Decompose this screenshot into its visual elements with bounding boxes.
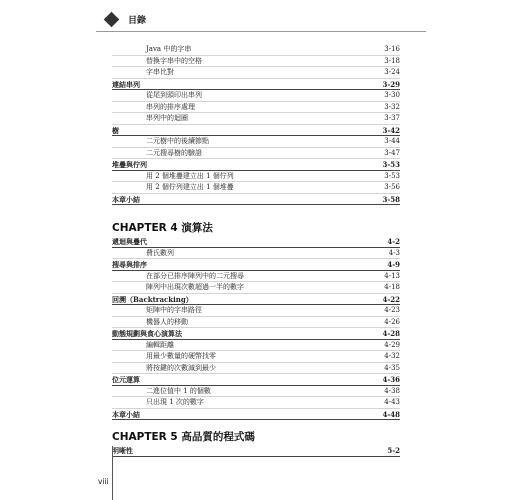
toc-entry <box>112 363 400 375</box>
toc-entry-label: 字串比對 <box>146 68 174 76</box>
toc-entry-label: 只出現 1 次的數字 <box>146 398 204 406</box>
toc-section-chapter3 <box>112 44 400 205</box>
toc-entry <box>112 374 400 386</box>
toc-entry <box>112 79 400 91</box>
toc-entry <box>112 90 400 102</box>
toc-entry-page: 4-13 <box>384 271 400 280</box>
toc-entry <box>112 148 400 160</box>
toc-entry-page: 3-37 <box>384 114 400 122</box>
toc-entry <box>112 386 400 398</box>
toc-entry-page: 4-36 <box>382 375 400 384</box>
toc-entry-page: 4-18 <box>384 283 400 291</box>
toc-entry-page: 3-42 <box>382 125 400 135</box>
toc-entry-page: 3-18 <box>384 56 400 65</box>
toc-section-chapter4 <box>112 236 400 420</box>
toc-section-chapter5 <box>112 445 400 457</box>
toc-entry-page: 3-32 <box>384 102 400 111</box>
toc-entry-label: 本章小結 <box>112 194 140 204</box>
toc-entry-label: 替換字串中的空格 <box>146 56 202 65</box>
toc-entry <box>112 445 400 457</box>
toc-entry-label: 機器人的移動 <box>146 317 188 326</box>
toc-entry-page: 4-26 <box>384 317 400 326</box>
toc-entry <box>112 113 400 125</box>
toc-entry-label: 二進位值中 1 的個數 <box>146 386 211 395</box>
toc-entry <box>112 397 400 409</box>
toc-entry-page: 3-47 <box>384 148 400 157</box>
toc-entry <box>112 194 400 206</box>
toc-entry-page: 3-53 <box>382 160 400 169</box>
header-title: 目錄 <box>128 16 147 26</box>
toc-entry-page: 4-28 <box>382 329 400 338</box>
toc-entry-label: 串列中的迴圈 <box>146 114 188 122</box>
toc-entry <box>112 125 400 137</box>
toc-entry-page: 4-23 <box>384 306 400 314</box>
toc-entry-label: 編輯距離 <box>146 340 174 349</box>
toc-entry-label: 將按鍵的次數減到最少 <box>146 363 216 372</box>
toc-entry-page: 3-16 <box>384 45 400 53</box>
toc-entry-label: 用 2 個堆疊建立出 1 個佇列 <box>146 171 234 180</box>
toc-entry-label: 明晰性 <box>112 446 133 455</box>
toc-entry-label: 堆疊與佇列 <box>112 160 147 169</box>
toc-entry-page: 4-32 <box>384 352 400 360</box>
toc-entry <box>112 305 400 317</box>
toc-entry <box>112 236 400 248</box>
toc-entry <box>112 67 400 79</box>
toc-entry-label: 串列的排序處理 <box>146 102 195 111</box>
toc-entry-page: 4-38 <box>384 386 400 395</box>
toc-entry-page: 3-30 <box>384 91 400 99</box>
toc-entry <box>112 136 400 148</box>
page-number: viii <box>98 477 109 486</box>
diamond-icon <box>104 12 120 28</box>
toc-entry-label: 矩陣中的字串路徑 <box>146 306 202 314</box>
toc-entry <box>112 351 400 363</box>
toc-entry <box>112 340 400 352</box>
toc-entry-page: 4-22 <box>382 294 400 304</box>
toc-entry <box>112 328 400 340</box>
toc-entry <box>112 44 400 56</box>
toc-entry-label: 連結串列 <box>112 79 140 89</box>
toc-entry <box>112 56 400 68</box>
toc-entry <box>112 182 400 194</box>
toc-entry <box>112 409 400 421</box>
footer-rule <box>112 446 113 500</box>
toc-entry-label: 用最少數量的硬幣找零 <box>146 352 216 360</box>
toc-entry-page: 4-35 <box>384 363 400 372</box>
toc-entry-page: 3-58 <box>382 194 400 204</box>
toc-entry-label: 用 2 個佇列建立出 1 個堆疊 <box>146 183 234 191</box>
toc-entry-page: 3-24 <box>384 68 400 76</box>
toc-entry <box>112 259 400 271</box>
toc-entry <box>112 271 400 283</box>
toc-entry-label: 二元樹中的後續節點 <box>146 137 209 145</box>
toc-entry-label: 本章小結 <box>112 409 140 419</box>
chapter-4-heading: CHAPTER 4 演算法 <box>112 222 213 234</box>
toc-entry-label: 樹 <box>112 125 119 135</box>
toc-entry-page: 3-44 <box>384 137 400 145</box>
toc-entry <box>112 317 400 329</box>
page-header <box>96 10 426 32</box>
toc-entry <box>112 282 400 294</box>
toc-entry-page: 3-53 <box>384 171 400 180</box>
toc-entry-page: 5-2 <box>387 446 400 455</box>
toc-entry-label: 動態規劃與貪心演算法 <box>112 329 182 338</box>
toc-entry-page: 3-56 <box>384 183 400 191</box>
toc-entry-label: 費氏數列 <box>146 248 174 257</box>
header-rule <box>96 31 426 32</box>
toc-entry <box>112 248 400 260</box>
toc-entry-label: 回溯（Backtracking） <box>112 294 193 304</box>
toc-entry <box>112 159 400 171</box>
toc-entry-page: 4-3 <box>388 248 400 257</box>
toc-entry-page: 4-29 <box>384 340 400 349</box>
toc-entry <box>112 171 400 183</box>
toc-entry-page: 3-29 <box>382 79 400 89</box>
toc-entry-label: 在部分已排序陣列中的二元搜尋 <box>146 271 244 280</box>
toc-entry-label: Java 中的字串 <box>146 45 192 53</box>
toc-entry-page: 4-48 <box>382 409 400 419</box>
toc-entry-page: 4-9 <box>387 260 400 269</box>
toc-entry-page: 4-43 <box>384 398 400 406</box>
toc-entry-label: 陣列中出現次數超過一半的數字 <box>146 283 244 291</box>
chapter-5-heading: CHAPTER 5 高品質的程式碼 <box>112 431 255 443</box>
toc-entry-page: 4-2 <box>387 237 400 246</box>
toc-entry-label: 搜尋與排序 <box>112 260 147 269</box>
toc-entry <box>112 294 400 306</box>
toc-entry-label: 遞迴與疊代 <box>112 237 147 246</box>
toc-entry-label: 位元運算 <box>112 375 140 384</box>
toc-entry-label: 從尾到頭印出串列 <box>146 91 202 99</box>
toc-entry <box>112 102 400 114</box>
toc-entry-label: 二元搜尋樹的驗證 <box>146 148 202 157</box>
